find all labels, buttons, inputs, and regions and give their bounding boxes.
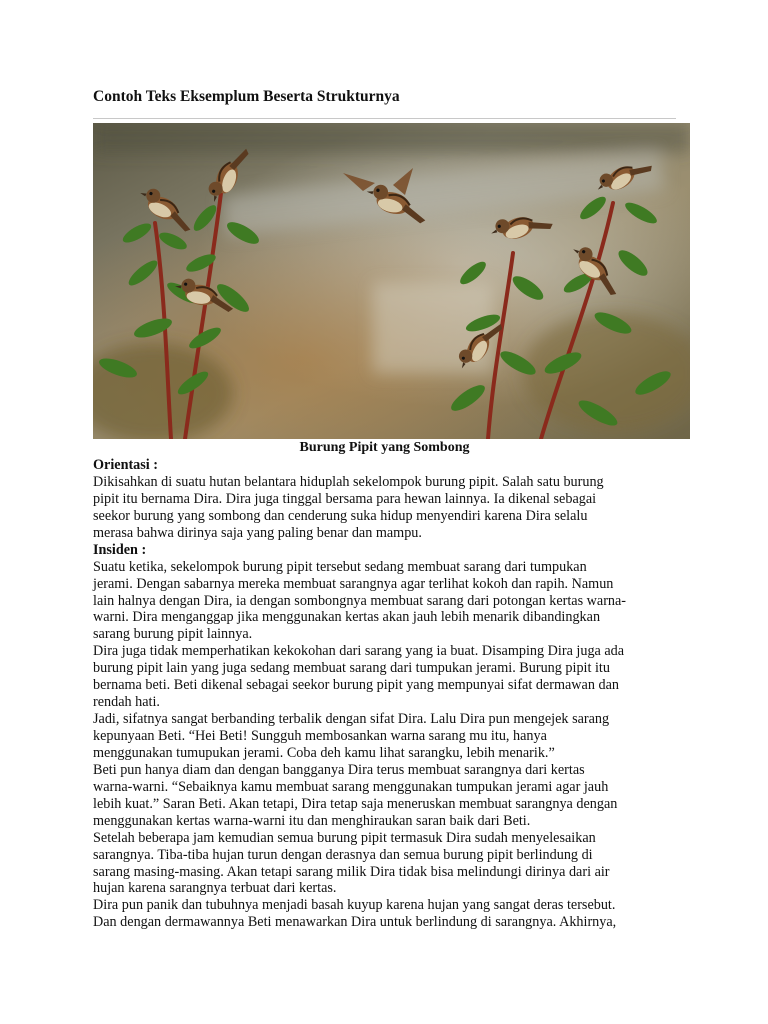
paragraph-line: sarang masing-masing. Akan tetapi sarang milik Dira tidak bisa melindungi dirinya dari air bbox=[93, 863, 610, 880]
paragraph-line: menggunakan tumupukan jerami. Coba deh kamu lihat sarangku, lebih menarik.” bbox=[93, 744, 555, 761]
paragraph-line: Beti pun hanya diam dan dengan bangganya Dira terus membuat sarangnya dari kertas bbox=[93, 761, 585, 778]
paragraph-line: sarang burung pipit lainnya. bbox=[93, 626, 253, 643]
paragraph-line: Setelah beberapa jam kemudian semua burung pipit termasuk Dira sudah menyelesaikan bbox=[93, 829, 596, 846]
paragraph-line: seekor burung yang sombong dan cenderung suka hidup menyendiri karena Dira selalu bbox=[93, 507, 588, 524]
figure-caption: Burung Pipit yang Sombong bbox=[299, 440, 470, 455]
paragraph-line: warni. Dira menganggap jika menggunakan kertas akan jauh lebih menarik dibandingkan bbox=[93, 609, 601, 626]
paragraph-line: warna-warni. “Sebaiknya kamu membuat sarang menggunakan tumpukan jerami agar jauh bbox=[93, 778, 609, 795]
page-title: Contoh Teks Eksemplum Beserta Strukturnya bbox=[93, 88, 400, 105]
paragraph-line: jerami. Dengan sabarnya mereka membuat sarangnya agar terlihat kokoh dan rapih. Namun bbox=[93, 575, 614, 592]
sparrows-photo bbox=[93, 123, 690, 439]
paragraph-line: merasa bahwa dirinya saja yang paling benar dan mampu. bbox=[93, 524, 422, 541]
paragraph-line: Suatu ketika, sekelompok burung pipit tersebut sedang membuat sarang dari tumpukan bbox=[93, 558, 587, 575]
paragraph-line: bernama beti. Beti dikenal sebagai seekor burung pipit yang mempunyai sifat dermawan dan bbox=[93, 677, 619, 694]
paragraph-line: burung pipit lain yang juga sedang membuat sarang dari tumpukan jerami. Burung pipit itu bbox=[93, 660, 610, 677]
paragraph-line: lebih kuat.” Saran Beti. Akan tetapi, Dira tetap saja meneruskan membuat sarangnya dengan bbox=[93, 795, 618, 812]
paragraph-line: Dan dengan dermawannya Beti menawarkan Dira untuk berlindung di sarangnya. Akhirnya, bbox=[93, 914, 617, 931]
section-heading: Insiden : bbox=[93, 541, 147, 558]
paragraph-line: hujan karena sarangnya terbuat dari kertas. bbox=[93, 880, 337, 897]
paragraph-line: Jadi, sifatnya sangat berbanding terbalik dengan sifat Dira. Lalu Dira pun mengejek sarang bbox=[93, 711, 610, 728]
paragraph-line: lain halnya dengan Dira, ia dengan sombongnya membuat sarang dari potongan kertas warna- bbox=[93, 592, 627, 609]
paragraph-line: Dikisahkan di suatu hutan belantara hiduplah sekelompok burung pipit. Salah satu burung bbox=[93, 473, 604, 490]
paragraph-line: Dira pun panik dan tubuhnya menjadi basah kuyup karena hujan yang sangat deras tersebut. bbox=[93, 897, 616, 914]
paragraph-line: sarangnya. Tiba-tiba hujan turun dengan derasnya dan semua burung pipit berlindung di bbox=[93, 846, 593, 863]
story-text bbox=[93, 457, 693, 931]
paragraph-line: Dira juga tidak memperhatikan kekokohan dari sarang yang ia buat. Disamping Dira juga ada bbox=[93, 643, 625, 660]
title-divider bbox=[93, 118, 676, 119]
paragraph-line: kepunyaan Beti. “Hei Beti! Sungguh membosankan warna sarang mu itu, hanya bbox=[93, 728, 547, 744]
paragraph-line: pipit itu bernama Dira. Dira juga tinggal bersama para hewan lainnya. Ia dikenal sebagai bbox=[93, 490, 597, 507]
paragraph-line: rendah hati. bbox=[93, 694, 160, 711]
paragraph-line: menggunakan kertas warna-warni itu dan menghiraukan saran baik dari Beti. bbox=[93, 812, 531, 829]
section-heading: Orientasi : bbox=[93, 457, 159, 473]
